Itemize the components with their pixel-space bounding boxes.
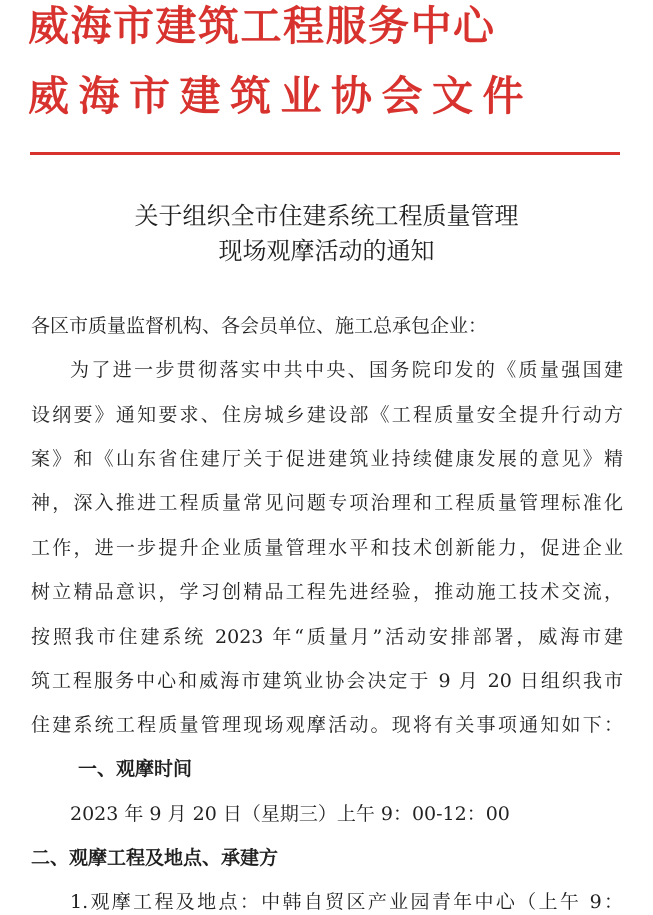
section-2-item-1: 1.观摩工程及地点：中韩自贸区产业园青年中心（上午 9：: [70, 891, 623, 913]
red-divider-line: [30, 152, 620, 155]
paragraph-line: 神，深入推进工程质量常见问题专项治理和工程质量管理标准化: [31, 492, 623, 514]
salutation: 各区市质量监督机构、各会员单位、施工总承包企业：: [31, 315, 488, 337]
section-1-heading: 一、观摩时间: [78, 758, 193, 780]
notice-title-line-1: 关于组织全市住建系统工程质量管理: [134, 202, 519, 230]
section-2-heading: 二、观摩工程及地点、承建方: [31, 847, 279, 869]
paragraph-line: 住建系统工程质量管理现场观摩活动。现将有关事项通知如下：: [31, 714, 623, 736]
issuing-org-title-1: 威海市建筑工程服务中心: [28, 2, 496, 50]
paragraph-line: 筑工程服务中心和威海市建筑业协会决定于 9 月 20 日组织我市: [31, 670, 623, 692]
paragraph-line: 按照我市住建系统 2023 年“质量月”活动安排部署，威海市建: [31, 626, 623, 648]
paragraph-line: 工作，进一步提升企业质量管理水平和技术创新能力，促进企业: [31, 537, 623, 559]
paragraph-line: 案》和《山东省住建厅关于促进建筑业持续健康发展的意见》精: [31, 448, 623, 470]
section-1-content: 2023 年 9 月 20 日（星期三）上午 9：00-12：00: [70, 803, 510, 825]
notice-title-line-2: 现场观摩活动的通知: [218, 237, 435, 265]
paragraph-line: 为了进一步贯彻落实中共中央、国务院印发的《质量强国建: [70, 359, 623, 381]
paragraph-line: 树立精品意识，学习创精品工程先进经验，推动施工技术交流，: [31, 581, 623, 603]
paragraph-line: 设纲要》通知要求、住房城乡建设部《工程质量安全提升行动方: [31, 404, 623, 426]
issuing-org-title-2: 威海市建筑业协会文件: [28, 72, 533, 120]
